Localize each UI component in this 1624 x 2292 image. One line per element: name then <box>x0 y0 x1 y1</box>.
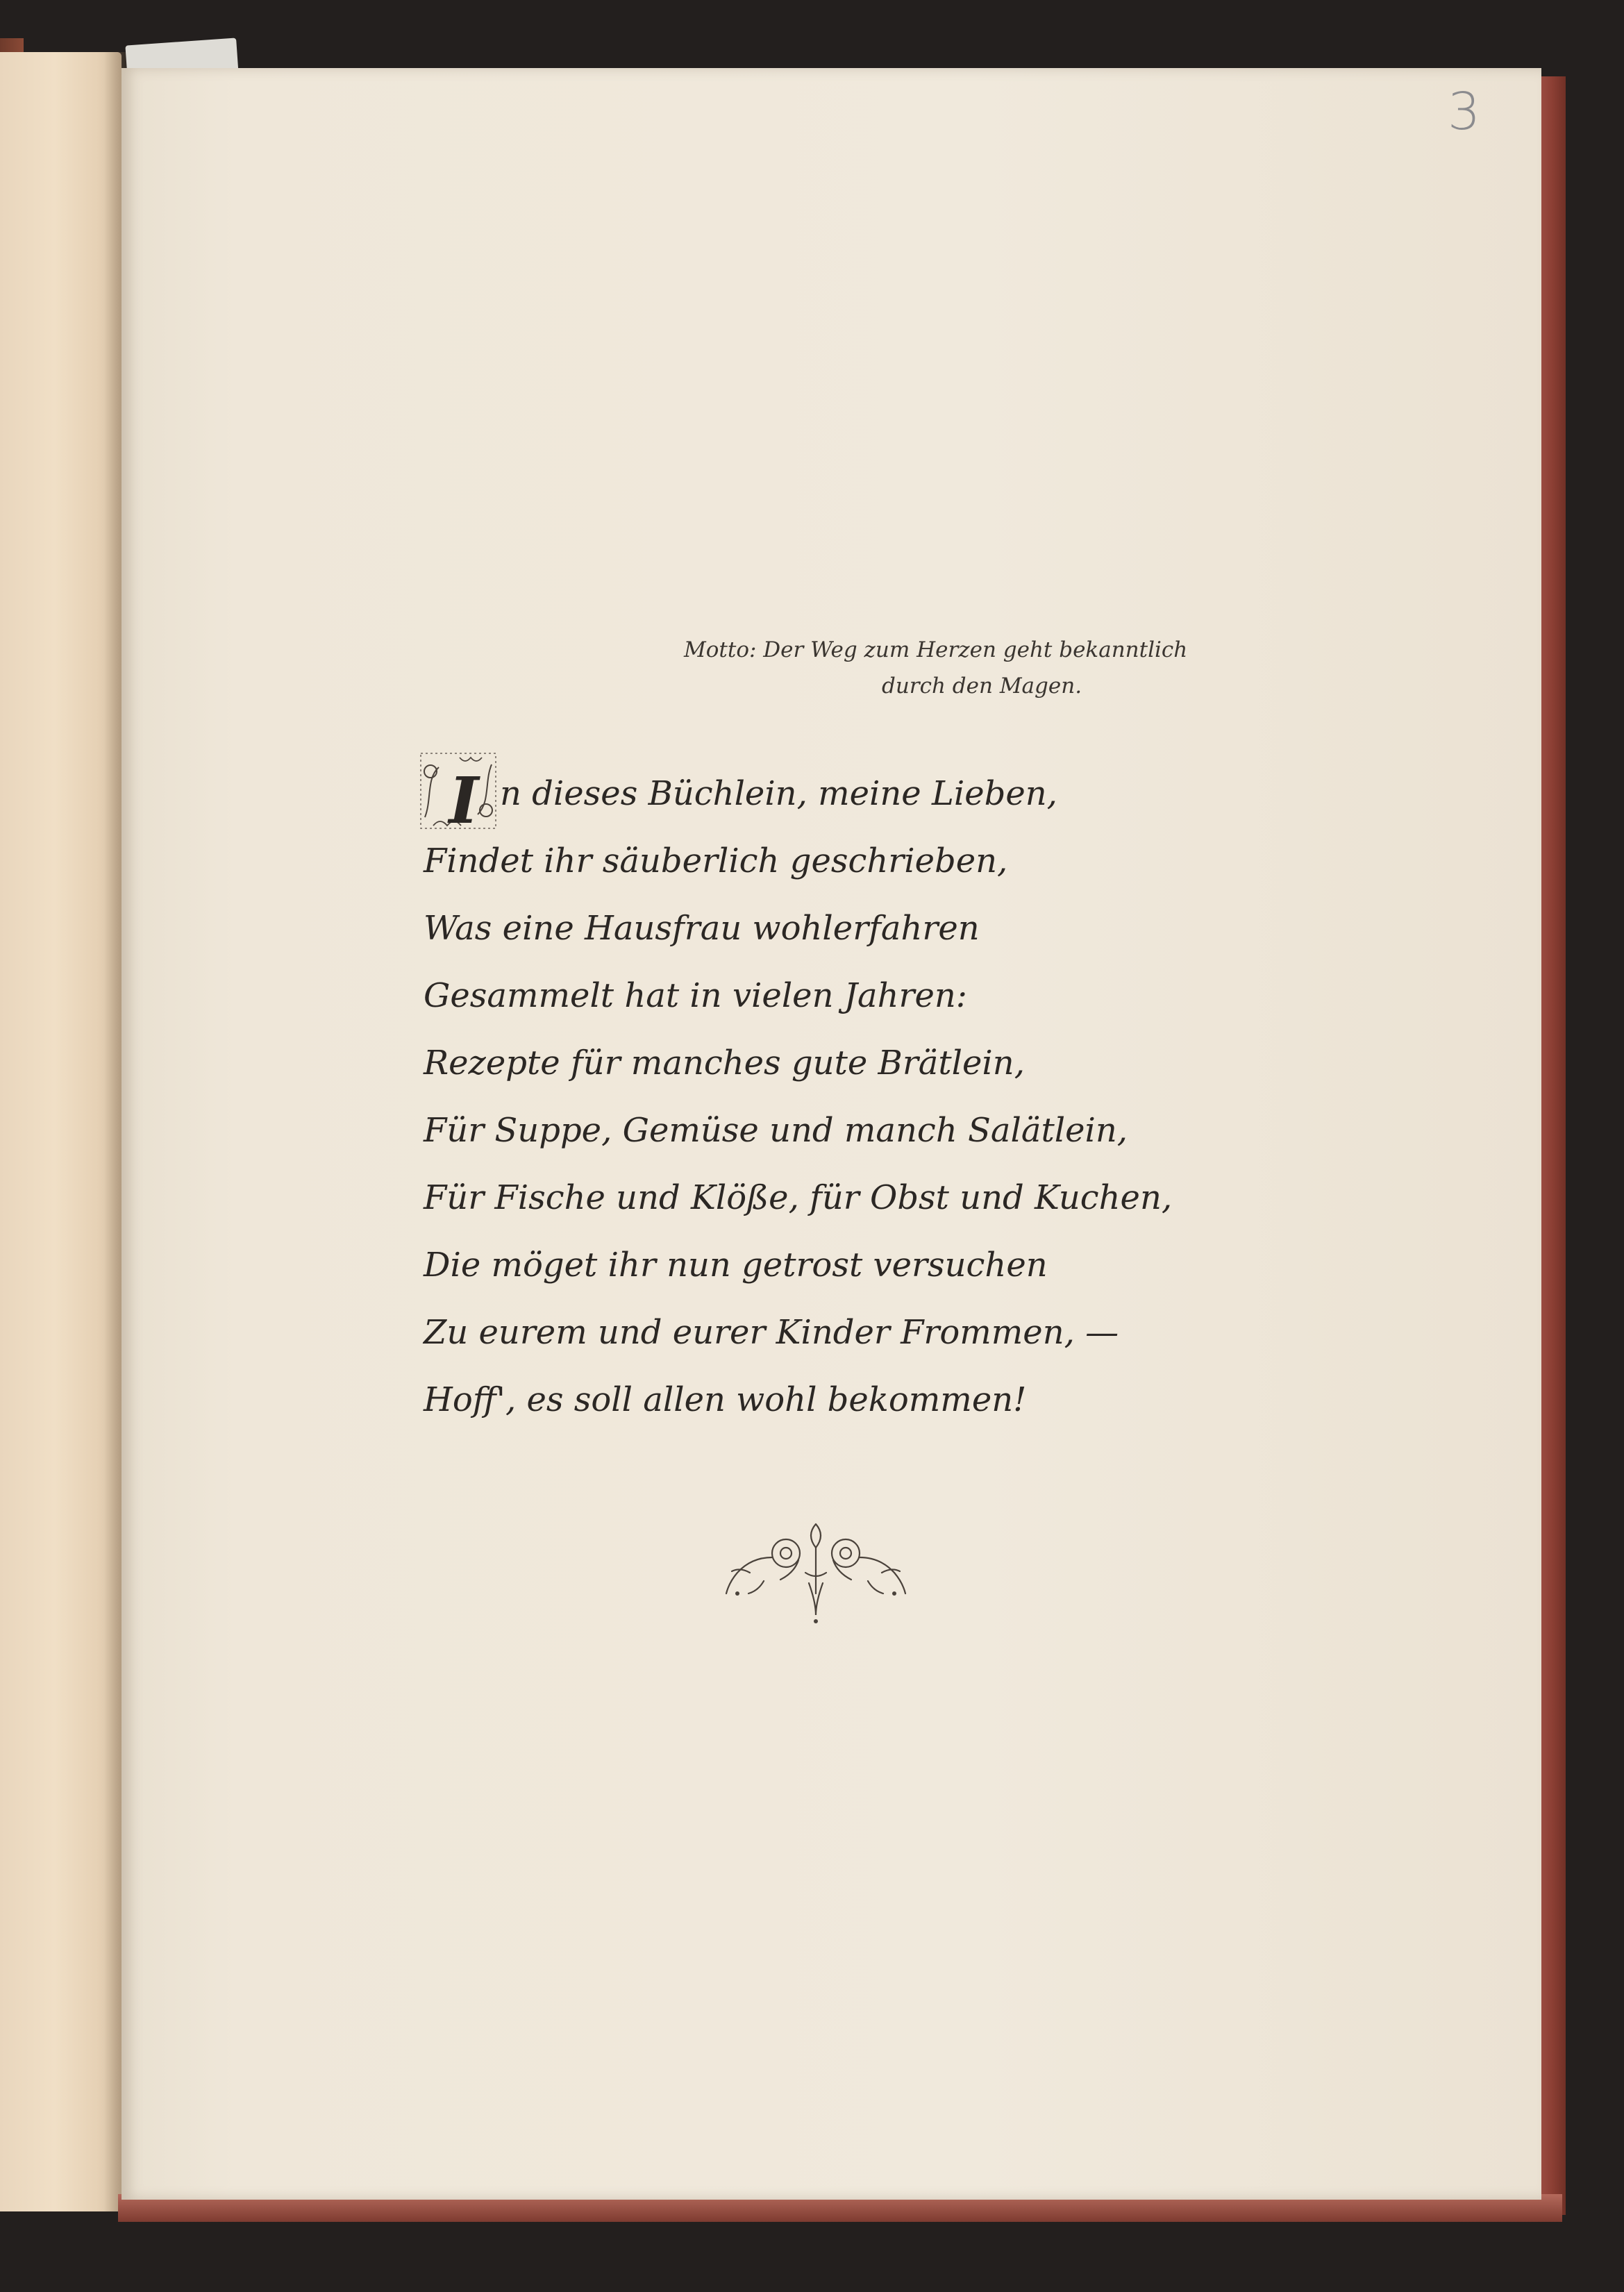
poem-line: Für Fische und Klöße, für Obst und Kuchen, <box>424 1178 1173 1217</box>
poem-line: Zu eurem und eurer Kinder Frommen, — <box>424 1313 1119 1352</box>
motto-line-2: durch den Magen. <box>882 674 1082 699</box>
motto-line-1: Motto: Der Weg zum Herzen geht bekanntlich <box>684 637 1188 662</box>
motto <box>684 632 1212 704</box>
poem-line: Die möget ihr nun getrost versuchen <box>424 1246 1048 1285</box>
poem-line: Rezepte für manches gute Brätlein, <box>424 1044 1025 1082</box>
poem-line: Für Suppe, Gemüse und manch Salätlein, <box>424 1111 1128 1150</box>
poem-line: Findet ihr säuberlich geschrieben, <box>424 842 1008 880</box>
poem-line: Gesammelt hat in vielen Jahren: <box>424 976 967 1015</box>
poem-line <box>424 760 1257 838</box>
poem-line-text: n dieses Büchlein, meine Lieben, <box>500 774 1057 813</box>
poem <box>424 760 1257 1434</box>
dropcap-letter: I <box>449 763 479 838</box>
poem-line: Hoff', es soll allen wohl bekommen! <box>424 1380 1027 1419</box>
left-page-edge <box>0 52 122 2211</box>
poem-line: Was eine Hausfrau wohlerfahren <box>424 909 980 948</box>
page-number: 3 <box>1448 82 1481 142</box>
floral-ornament-icon <box>722 1517 910 1628</box>
